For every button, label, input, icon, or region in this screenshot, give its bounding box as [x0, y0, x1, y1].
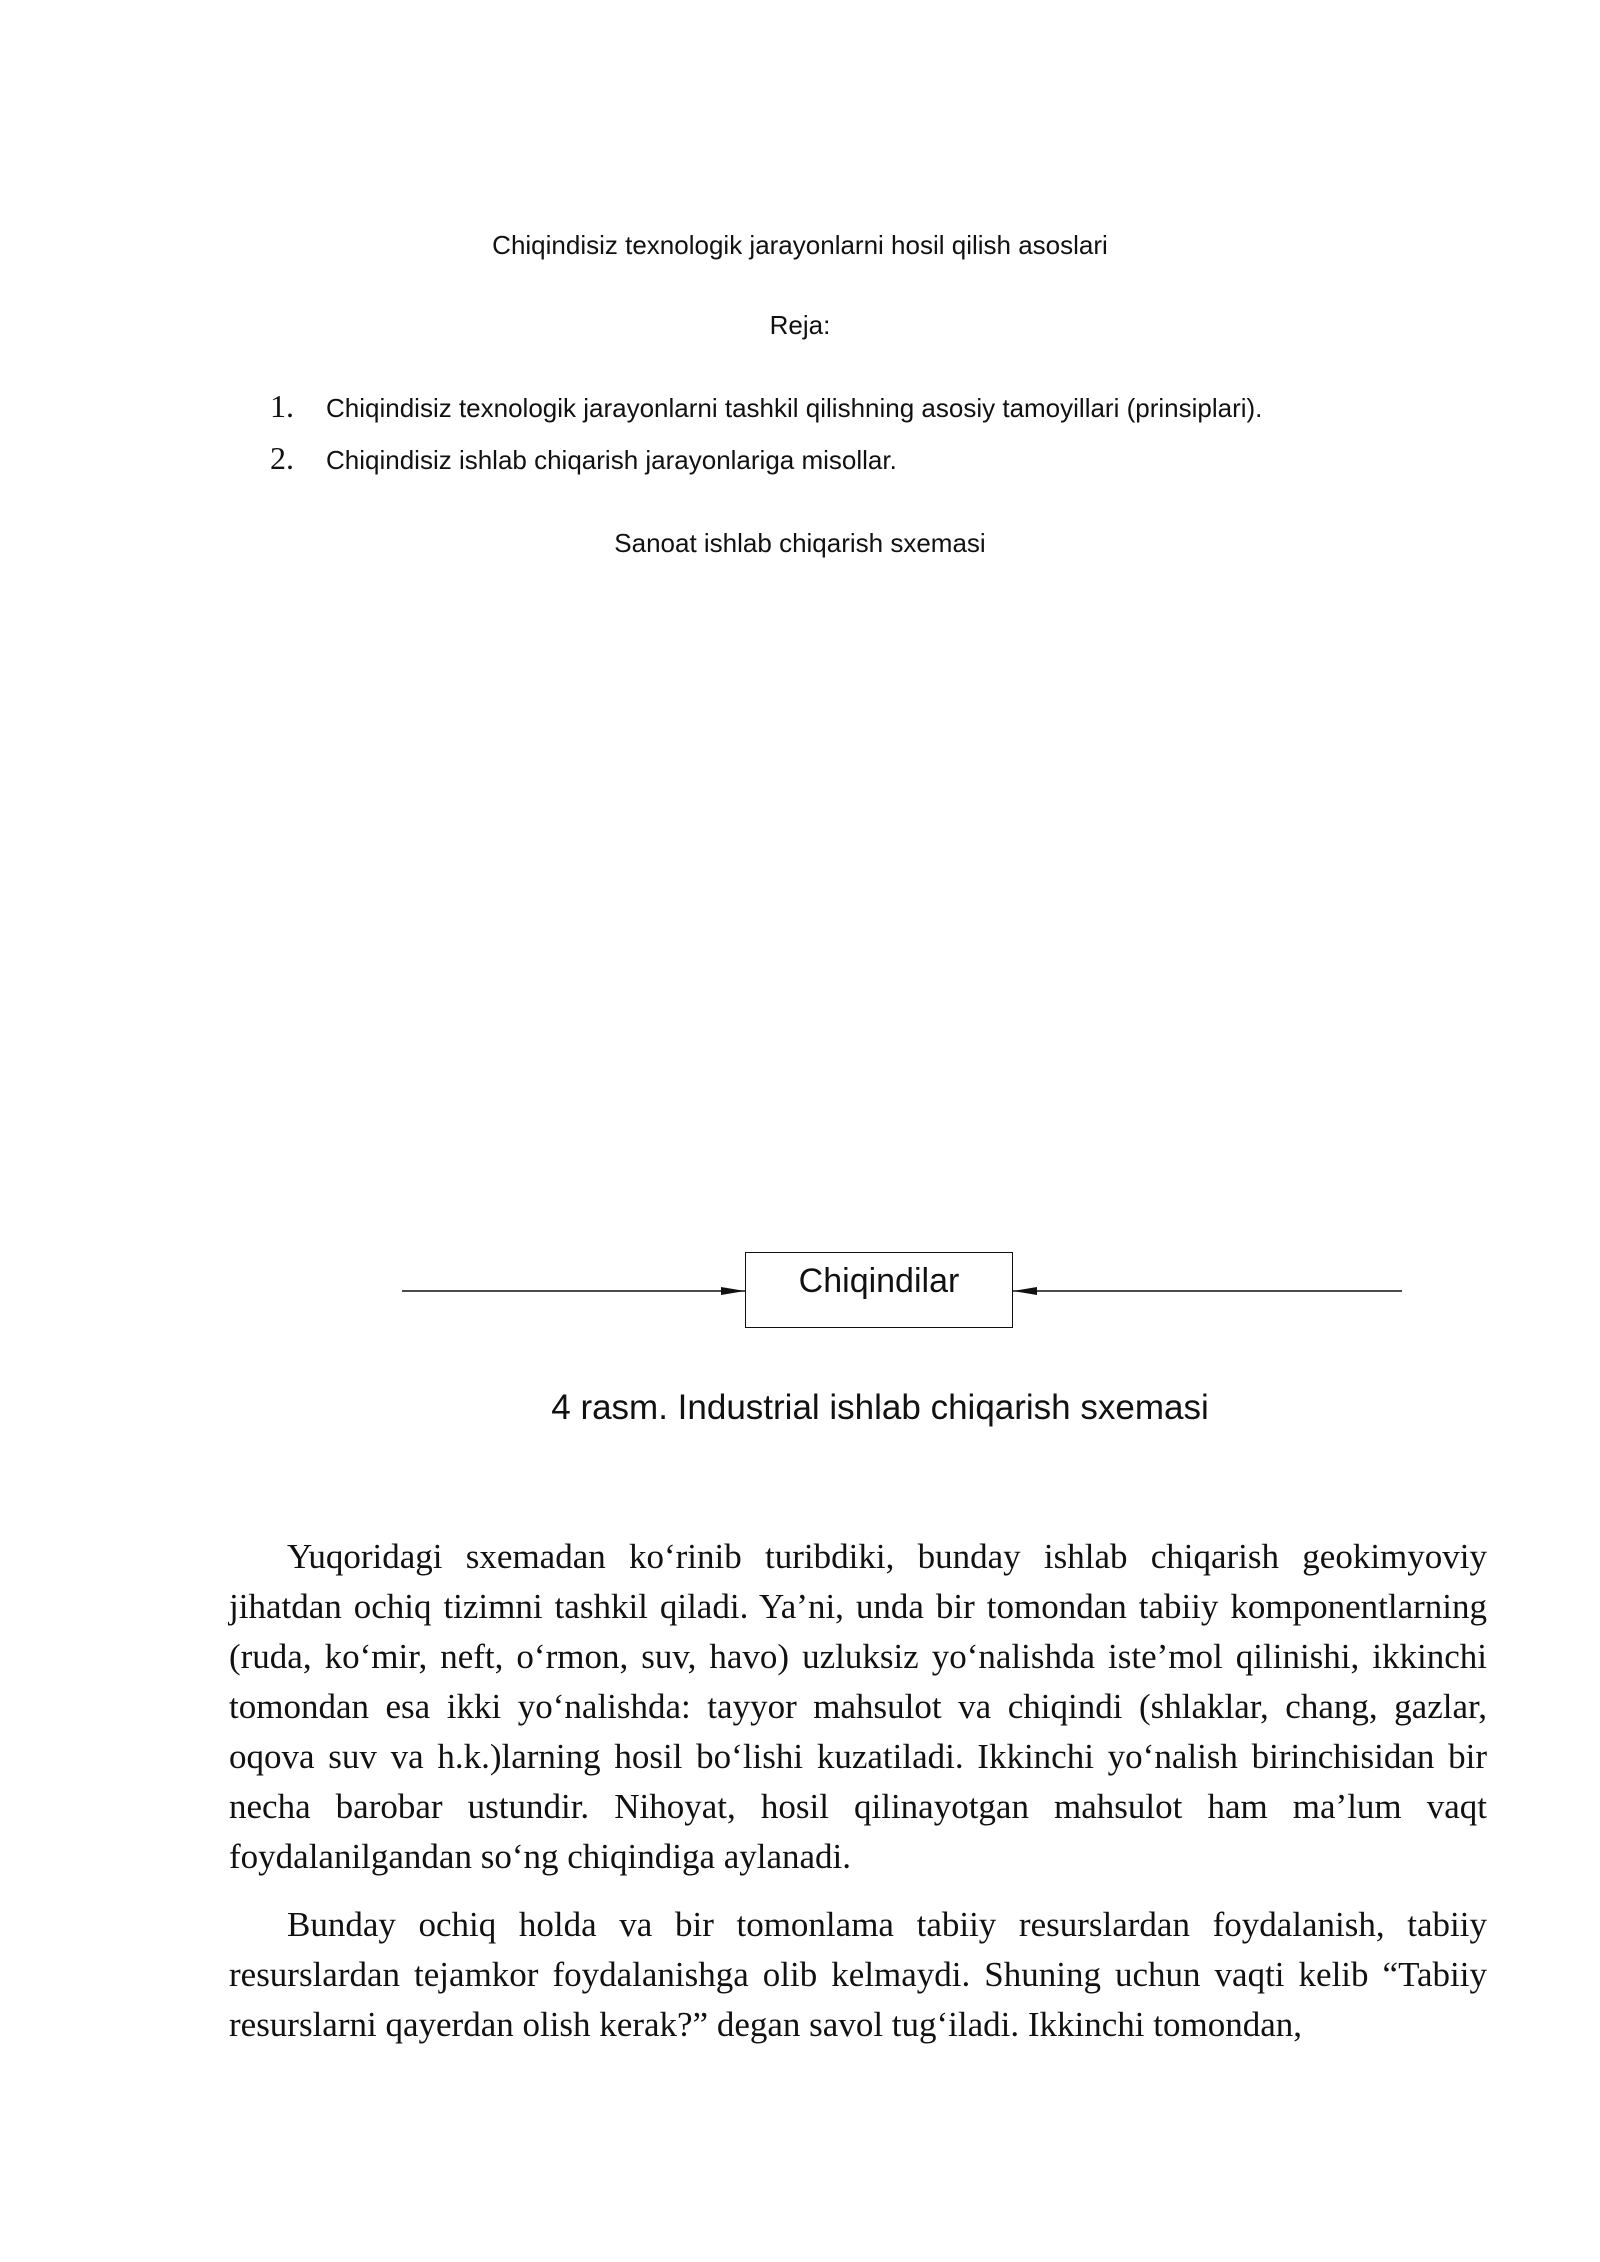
figure-caption: 4 rasm. Industrial ishlab chiqarish sxemasi [551, 1388, 1209, 1427]
plan-item-text: Chiqindisiz texnologik jarayonlarni tashkil qilishning asosiy tamoyillari (prinsiplari). [326, 393, 1263, 423]
scheme-heading: Sanoat ishlab chiqarish sxemasi [614, 528, 986, 558]
plan-item-text: Chiqindisiz ishlab chiqarish jarayonlariga misollar. [326, 445, 897, 475]
waste-box [745, 1252, 1013, 1328]
body-text [229, 1532, 1487, 2068]
body-paragraph: Bunday ochiq holda va bir tomonlama tabiiy resurslardan foydalanish, tabiiy resurslardan tejamkor foydalanishga olib kelmaydi. Shuning uchun vaqti kelib “Tabiiy resurslarni qayerdan olish kerak?” degan savol tug‘iladi. Ikkinchi tomondan, [229, 1905, 1487, 2044]
plan-heading: Reja: [769, 310, 831, 340]
waste-box-label: Chiqindilar [798, 1262, 960, 1300]
plan-item-number: 1. [270, 388, 294, 424]
plan-item [270, 388, 1370, 440]
production-scheme-diagram [0, 1240, 1600, 1350]
plan-item-number: 2. [270, 440, 294, 476]
body-paragraph: Yuqoridagi sxemadan ko‘rinib turibdiki, bunday ishlab chiqarish geokimyoviy jihatdan ochiq tizimni tashkil qiladi. Ya’ni, unda bir tomondan tabiiy komponentlarning (ruda, ko‘mir, neft, o‘rmon, suv, havo) uzluksiz yo‘nalishda iste’mol qilinishi, ikkinchi tomondan esa ikki yo‘nalishda: tayyor mahsulot va chiqindi (shlaklar, chang, gazlar, oqova suv va h.k.)larning hosil bo‘lishi kuzatiladi. Ikkinchi yo‘nalish birinchisidan bir necha barobar ustundir. Nihoyat, hosil qilinayotgan mahsulot ham ma’lum vaqt foydalanilgandan so‘ng chiqindiga aylanadi. [229, 1537, 1487, 1876]
document-title: Chiqindisiz texnologik jarayonlarni hosil qilish asoslari [492, 230, 1108, 260]
plan-list [270, 388, 1370, 492]
plan-item [270, 440, 1370, 492]
